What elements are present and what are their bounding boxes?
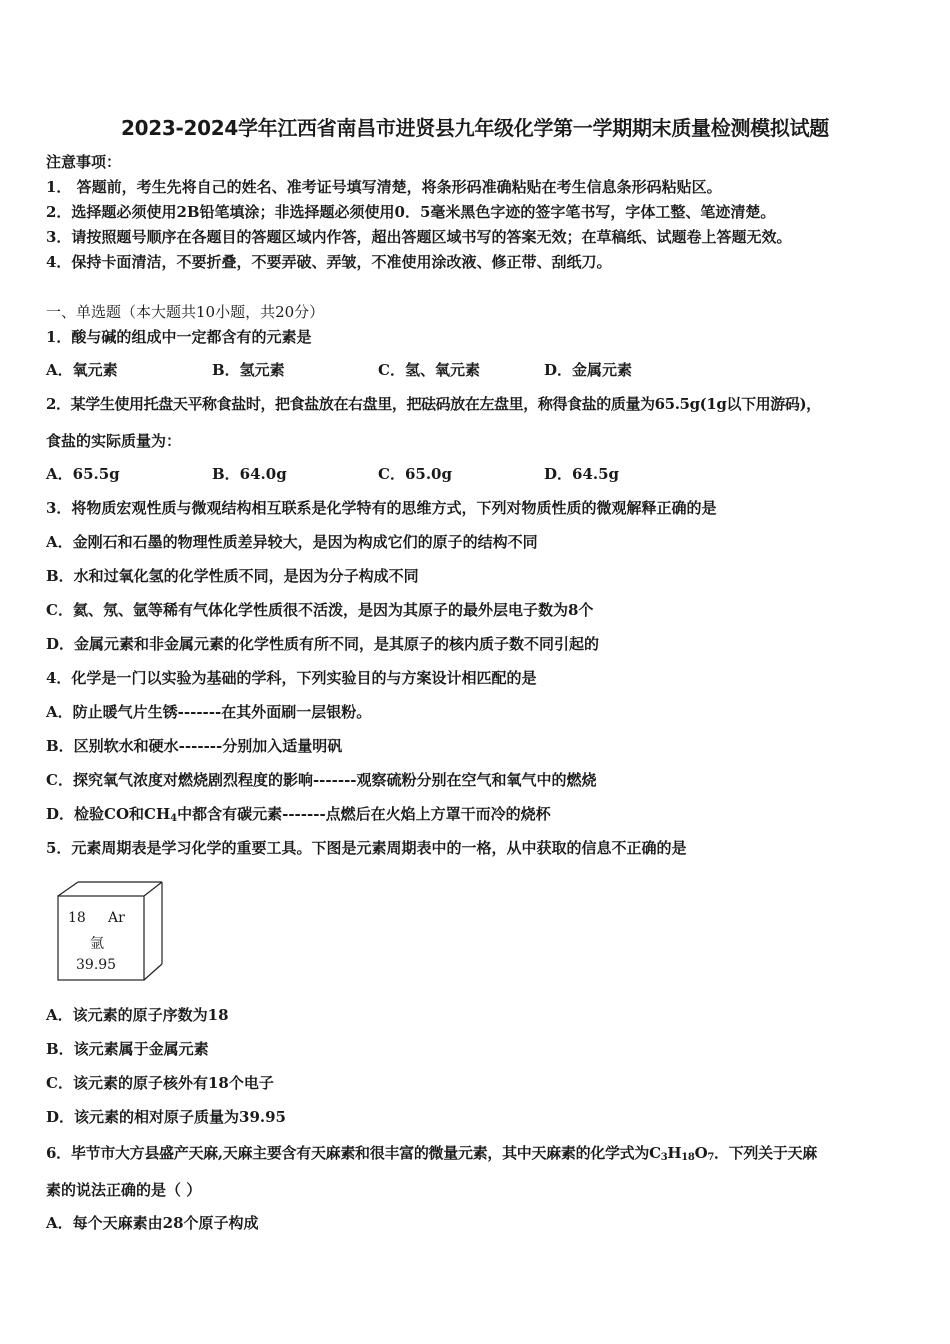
option-d: D．金属元素和非金属元素的化学性质有所不同，是其原子的核内质子数不同引起的: [46, 635, 600, 653]
option-d-text: D．检验CO和CH: [46, 805, 171, 823]
page-title: 2023-2024学年江西省南昌市进贤县九年级化学第一学期期末质量检测模拟试题: [121, 116, 829, 140]
option-c: C．氢、氧元素: [378, 361, 480, 379]
subscript: 18: [681, 1152, 695, 1163]
atomic-number: 18: [68, 910, 86, 926]
question-1-stem: 1．酸与碱的组成中一定都含有的元素是: [46, 328, 312, 346]
option-d: D．该元素的相对原子质量为39.95: [46, 1108, 286, 1126]
question-5-stem: 5．元素周期表是学习化学的重要工具。下图是元素周期表中的一格，从中获取的信息不正确的是: [46, 839, 687, 857]
option-a: A．防止暖气片生锈-------在其外面刷一层银粉。: [46, 703, 372, 721]
formula-part: O: [694, 1144, 708, 1162]
option-a: A．65.5g: [46, 465, 120, 483]
option-d: [46, 804, 551, 824]
option-d-text-cont: 中都含有碳元素-------点燃后在火焰上方罩干而冷的烧杯: [177, 805, 551, 823]
question-4-stem: 4．化学是一门以实验为基础的学科，下列实验目的与方案设计相匹配的是: [46, 669, 537, 687]
question-2-stem: 2．某学生使用托盘天平称食盐时，把食盐放在右盘里，把砝码放在左盘里，称得食盐的质量为65.5g(1g以下用游码)，: [46, 395, 821, 413]
atomic-mass: 39.95: [76, 957, 117, 973]
option-c: C．65.0g: [378, 465, 452, 483]
option-d: D．64.5g: [544, 465, 620, 483]
stem-text-cont: ．下列关于天麻: [714, 1144, 817, 1162]
question-6-stem: [46, 1143, 817, 1163]
stem-text: 6．毕节市大方县盛产天麻,天麻主要含有天麻素和很丰富的微量元素，其中天麻素的化学式为C: [46, 1144, 661, 1162]
element-name: 氩: [90, 936, 104, 952]
option-a: A．氧元素: [46, 361, 118, 379]
question-3-stem: 3．将物质宏观性质与微观结构相互联系是化学特有的思维方式，下列对物质性质的微观解释正确的是: [46, 499, 717, 517]
notice-heading: 注意事项：: [46, 153, 122, 171]
notice-item: 3．请按照题号顺序在各题目的答题区域内作答，超出答题区域书写的答案无效；在草稿纸、试题卷上答题无效。: [46, 228, 792, 246]
formula-part: H: [667, 1144, 682, 1162]
element-symbol: Ar: [108, 910, 125, 926]
option-b: B．该元素属于金属元素: [46, 1040, 209, 1058]
option-b: B．64.0g: [212, 465, 287, 483]
question-1-options: [46, 360, 710, 380]
option-c: C．氦、氖、氩等稀有气体化学性质很不活泼，是因为其原子的最外层电子数为8个: [46, 601, 594, 619]
option-a: A．金刚石和石墨的物理性质差异较大，是因为构成它们的原子的结构不同: [46, 533, 538, 551]
subscript: 7: [707, 1152, 715, 1163]
periodic-table-cell: [56, 880, 164, 982]
option-d: D．金属元素: [544, 361, 633, 379]
option-b: B．水和过氧化氢的化学性质不同，是因为分子构成不同: [46, 567, 419, 585]
option-a: A．每个天麻素由28个原子构成: [46, 1214, 259, 1232]
question-6-stem-cont: 素的说法正确的是（ ）: [46, 1181, 202, 1199]
notice-item: 1． 答题前，考生先将自己的姓名、准考证号填写清楚，将条形码准确粘贴在考生信息条形码粘贴区。: [46, 178, 722, 196]
option-c: C．该元素的原子核外有18个电子: [46, 1074, 274, 1092]
option-c: C．探究氧气浓度对燃烧剧烈程度的影响-------观察硫粉分别在空气和氧气中的燃烧: [46, 771, 597, 789]
option-b: B．区别软水和硬水-------分别加入适量明矾: [46, 737, 343, 755]
question-2-stem-cont: 食盐的实际质量为：: [46, 432, 182, 450]
option-b: B．氢元素: [212, 361, 285, 379]
option-a: A．该元素的原子序数为18: [46, 1006, 229, 1024]
notice-item: 2．选择题必须使用2B铅笔填涂；非选择题必须使用0．5毫米黑色字迹的签字笔书写，字体工整、笔迹清楚。: [46, 203, 776, 221]
subscript: 3: [660, 1152, 668, 1163]
subscript: 4: [170, 813, 178, 824]
question-2-options: [46, 464, 710, 484]
section-heading: 一、单选题（本大题共10小题，共20分）: [46, 303, 325, 321]
notice-item: 4．保持卡面清洁，不要折叠，不要弄破、弄皱，不准使用涂改液、修正带、刮纸刀。: [46, 253, 612, 271]
